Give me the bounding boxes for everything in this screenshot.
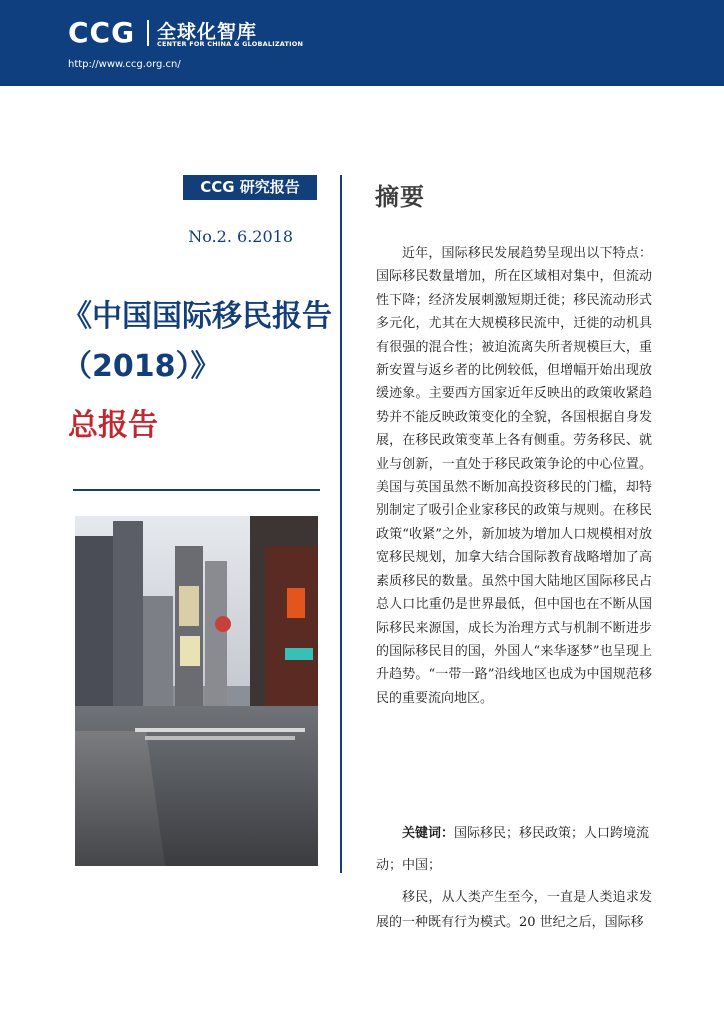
abstract-heading: 摘要 [375, 183, 425, 211]
intro-paragraph: 移民，从人类产生至今，一直是人类追求发展的一种既有行为模式。20 世纪之后，国际移 [376, 890, 652, 930]
website-url[interactable]: http://www.ccg.org.cn/ [68, 59, 181, 70]
report-title: 《中国国际移民报告（2018）》 [62, 299, 332, 384]
ccg-logo: CCG [68, 16, 136, 49]
keywords-line [376, 818, 652, 882]
issue-number: No.2. 6.2018 [188, 227, 293, 246]
column-divider [340, 175, 342, 873]
report-subtitle: 总报告 [68, 408, 158, 443]
logo-divider [147, 20, 149, 46]
title-divider [73, 489, 320, 491]
logo-english-name: CENTER FOR CHINA & GLOBALIZATION [157, 40, 304, 48]
keywords-list: 国际移民；移民政策；人口跨境流动；中国； [376, 826, 650, 873]
series-badge: CCG 研究报告 [183, 175, 317, 200]
abstract-body: 近年，国际移民发展趋势呈现出以下特点：国际移民数量增加，所在区域相对集中，但流动性下降；经济发展刺激短期迁徙；移民流动形式多元化，尤其在大规模移民流中，迁徙的动机具有很强的混合性；被迫流离失所者规模巨大，重新安置与返乡者的比例较低，但增幅开始出现放缓迹象。主要西方国家近年反映出的政策收紧趋势并不能反映政策变化的全貌，各国根据自身发展，在移民政策变革上各有侧重。劳务移民、就业与创新，一直处于移民政策争论的中心位置。美国与英国虽然不断加高投资移民的门槛，却特别制定了吸引企业家移民的政策与规则。在移民政策“收紧”之外，新加坡为增加人口规模相对放宽移民规划，加拿大结合国际教育战略增加了高素质移民的数量。虽然中国大陆地区国际移民占总人口比重仍是世界最低，但中国也在不断从国际移民来源国，成长为治理方式与机制不断进步的国际移民目的国，外国人“来华逐梦”也呈现上升趋势。“一带一路”沿线地区也成为中国规范移民的重要流向地区。 [376, 246, 652, 706]
cover-photo-times-square [75, 516, 318, 866]
keywords-label: 关键词： [402, 826, 455, 841]
header-banner [0, 0, 724, 86]
logo-chinese-name: 全球化智库 [157, 21, 258, 43]
